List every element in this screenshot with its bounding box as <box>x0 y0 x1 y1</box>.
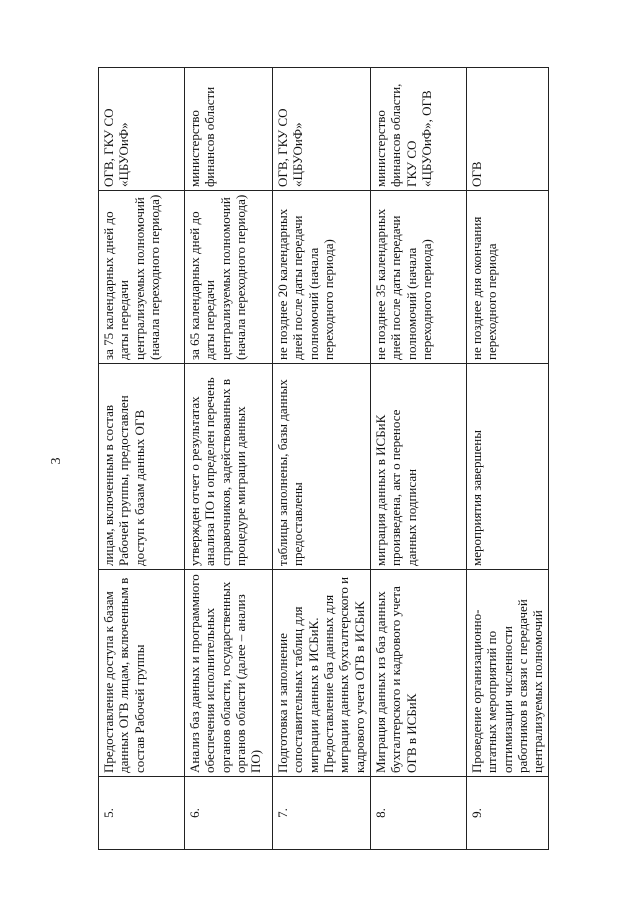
result-cell: таблицы заполнены, базы данных предоставлены <box>273 364 371 570</box>
deadline-cell: не позднее 35 календарных дней после даты передачи полномочий (начала переходного периода) <box>371 191 467 364</box>
deadline-cell: не позднее 20 календарных дней после даты передачи полномочий (начала переходного периода) <box>273 191 371 364</box>
responsible-cell: министерство финансов области <box>185 68 273 191</box>
event-cell: Подготовка и заполнение сопоставительных таблиц для миграции данных в ИСБиК. Предоставление баз данных для миграции данных бухгалтерского и кадрового учета ОГВ в ИСБиК <box>273 570 371 777</box>
schedule-table-rotated <box>98 68 546 850</box>
deadline-cell: за 65 календарных дней до даты передачи централизуемых полномочий (начала переходного периода) <box>185 191 273 364</box>
table-row <box>185 68 273 850</box>
row-number-cell: 5. <box>99 777 185 850</box>
row-number-cell: 7. <box>273 777 371 850</box>
event-cell: Проведение организационно-штатных мероприятий по оптимизации численности работников в связи с передачей централизуемых полномочий <box>467 570 549 777</box>
table-row <box>99 68 185 850</box>
page-number: 3 <box>49 457 64 465</box>
event-cell: Анализ баз данных и программного обеспечения исполнительных органов области, государственных органов области (далее – анализ ПО) <box>185 570 273 777</box>
result-cell: утвержден отчет о результатах анализа ПО и определен перечень справочников, задействованных в процедуре миграции данных <box>185 364 273 570</box>
responsible-cell: ОГВ, ГКУ СО «ЦБУОиФ» <box>273 68 371 191</box>
table-row <box>467 68 549 850</box>
responsible-cell: ОГВ <box>467 68 549 191</box>
responsible-cell: министерство финансов области, ГКУ СО «ЦБУОиФ», ОГВ <box>371 68 467 191</box>
result-cell: миграция данных в ИСБиК произведена, акт о переносе данных подписан <box>371 364 467 570</box>
deadline-cell: не позднее дня окончания переходного периода <box>467 191 549 364</box>
row-number-cell: 8. <box>371 777 467 850</box>
row-number-cell: 9. <box>467 777 549 850</box>
result-cell: лицам, включенным в состав Рабочей группы, предоставлен доступ к базам данных ОГВ <box>99 364 185 570</box>
deadline-cell: за 75 календарных дней до даты передачи централизуемых полномочий (начала переходного периода) <box>99 191 185 364</box>
event-cell: Миграция данных из баз данных бухгалтерского и кадрового учета ОГВ в ИСБиК <box>371 570 467 777</box>
event-cell: Предоставление доступа к базам данных ОГВ лицам, включенным в состав Рабочей группы <box>99 570 185 777</box>
table-row <box>371 68 467 850</box>
row-number-cell: 6. <box>185 777 273 850</box>
result-cell: мероприятия завершены <box>467 364 549 570</box>
table-row <box>273 68 371 850</box>
schedule-table <box>98 67 549 850</box>
responsible-cell: ОГВ, ГКУ СО «ЦБУОиФ» <box>99 68 185 191</box>
